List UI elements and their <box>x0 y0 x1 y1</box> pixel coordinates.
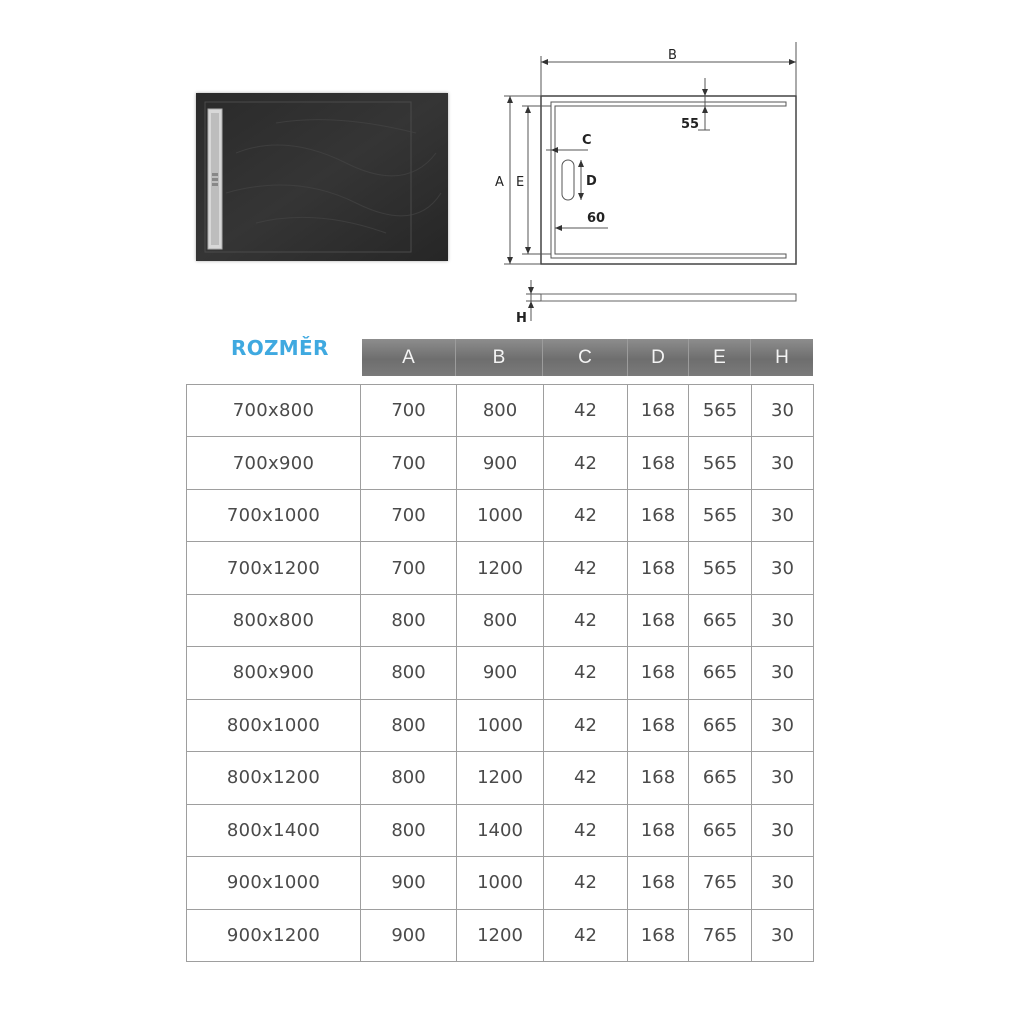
cell-d: 168 <box>628 437 689 489</box>
cell-d: 168 <box>628 542 689 594</box>
cell-b: 1200 <box>457 542 544 594</box>
label-60: 60 <box>587 211 606 226</box>
cell-a: 800 <box>361 647 457 699</box>
cell-size: 700x1200 <box>187 542 361 594</box>
cell-c: 42 <box>544 699 628 751</box>
table-row <box>187 542 814 594</box>
cell-c: 42 <box>544 385 628 437</box>
cell-size: 800x1400 <box>187 804 361 856</box>
cell-e: 765 <box>689 909 752 961</box>
cell-h: 30 <box>752 385 814 437</box>
cell-d: 168 <box>628 699 689 751</box>
cell-a: 800 <box>361 804 457 856</box>
label-c: C <box>582 133 592 148</box>
cell-h: 30 <box>752 489 814 541</box>
cell-c: 42 <box>544 857 628 909</box>
cell-d: 168 <box>628 489 689 541</box>
cell-h: 30 <box>752 437 814 489</box>
label-b: B <box>668 48 677 63</box>
cell-d: 168 <box>628 857 689 909</box>
cell-e: 665 <box>689 752 752 804</box>
cell-c: 42 <box>544 752 628 804</box>
table-row <box>187 489 814 541</box>
cell-c: 42 <box>544 542 628 594</box>
cell-e: 565 <box>689 489 752 541</box>
cell-size: 900x1200 <box>187 909 361 961</box>
table-row <box>187 594 814 646</box>
cell-c: 42 <box>544 804 628 856</box>
cell-d: 168 <box>628 909 689 961</box>
cell-c: 42 <box>544 594 628 646</box>
technical-drawing <box>488 38 808 330</box>
cell-size: 800x900 <box>187 647 361 699</box>
cell-size: 800x800 <box>187 594 361 646</box>
cell-size: 700x1000 <box>187 489 361 541</box>
cell-b: 1000 <box>457 857 544 909</box>
cell-a: 800 <box>361 752 457 804</box>
cell-e: 665 <box>689 594 752 646</box>
cell-h: 30 <box>752 647 814 699</box>
cell-a: 700 <box>361 542 457 594</box>
table-row <box>187 752 814 804</box>
header-b: B <box>456 339 543 376</box>
cell-d: 168 <box>628 385 689 437</box>
cell-h: 30 <box>752 752 814 804</box>
table-row <box>187 804 814 856</box>
label-e: E <box>516 175 525 190</box>
cell-c: 42 <box>544 647 628 699</box>
cell-h: 30 <box>752 594 814 646</box>
cell-a: 700 <box>361 437 457 489</box>
cell-e: 665 <box>689 699 752 751</box>
header-a: A <box>362 339 456 376</box>
cell-d: 168 <box>628 804 689 856</box>
cell-e: 565 <box>689 542 752 594</box>
cell-e: 765 <box>689 857 752 909</box>
cell-b: 900 <box>457 647 544 699</box>
cell-size: 800x1200 <box>187 752 361 804</box>
header-e: E <box>689 339 751 376</box>
table-row <box>187 385 814 437</box>
label-d: D <box>586 174 597 189</box>
table-row <box>187 699 814 751</box>
cell-a: 900 <box>361 857 457 909</box>
cell-b: 1400 <box>457 804 544 856</box>
cell-b: 1000 <box>457 489 544 541</box>
cell-h: 30 <box>752 909 814 961</box>
cell-e: 565 <box>689 437 752 489</box>
cell-b: 1200 <box>457 752 544 804</box>
cell-b: 1000 <box>457 699 544 751</box>
cell-h: 30 <box>752 542 814 594</box>
cell-d: 168 <box>628 594 689 646</box>
cell-a: 700 <box>361 385 457 437</box>
cell-b: 800 <box>457 385 544 437</box>
cell-b: 1200 <box>457 909 544 961</box>
cell-a: 800 <box>361 699 457 751</box>
label-a: A <box>495 175 504 190</box>
cell-b: 900 <box>457 437 544 489</box>
table-header-bar <box>362 339 813 376</box>
cell-c: 42 <box>544 489 628 541</box>
cell-size: 700x900 <box>187 437 361 489</box>
cell-a: 900 <box>361 909 457 961</box>
header-h: H <box>775 347 789 368</box>
table-row <box>187 437 814 489</box>
label-h: H <box>516 311 527 326</box>
table-row <box>187 647 814 699</box>
cell-h: 30 <box>752 857 814 909</box>
table-row <box>187 909 814 961</box>
cell-e: 565 <box>689 385 752 437</box>
cell-d: 168 <box>628 752 689 804</box>
cell-c: 42 <box>544 909 628 961</box>
cell-b: 800 <box>457 594 544 646</box>
cell-size: 900x1000 <box>187 857 361 909</box>
header-d: D <box>628 339 689 376</box>
label-55: 55 <box>681 117 700 132</box>
dimensions-table <box>186 384 814 962</box>
cell-size: 700x800 <box>187 385 361 437</box>
cell-size: 800x1000 <box>187 699 361 751</box>
cell-h: 30 <box>752 699 814 751</box>
table-row <box>187 857 814 909</box>
shower-tray-photo <box>196 93 448 261</box>
cell-d: 168 <box>628 647 689 699</box>
cell-a: 800 <box>361 594 457 646</box>
size-heading: ROZMĚR <box>231 336 329 360</box>
cell-e: 665 <box>689 647 752 699</box>
header-c: C <box>543 339 628 376</box>
cell-e: 665 <box>689 804 752 856</box>
cell-c: 42 <box>544 437 628 489</box>
cell-a: 700 <box>361 489 457 541</box>
cell-h: 30 <box>752 804 814 856</box>
